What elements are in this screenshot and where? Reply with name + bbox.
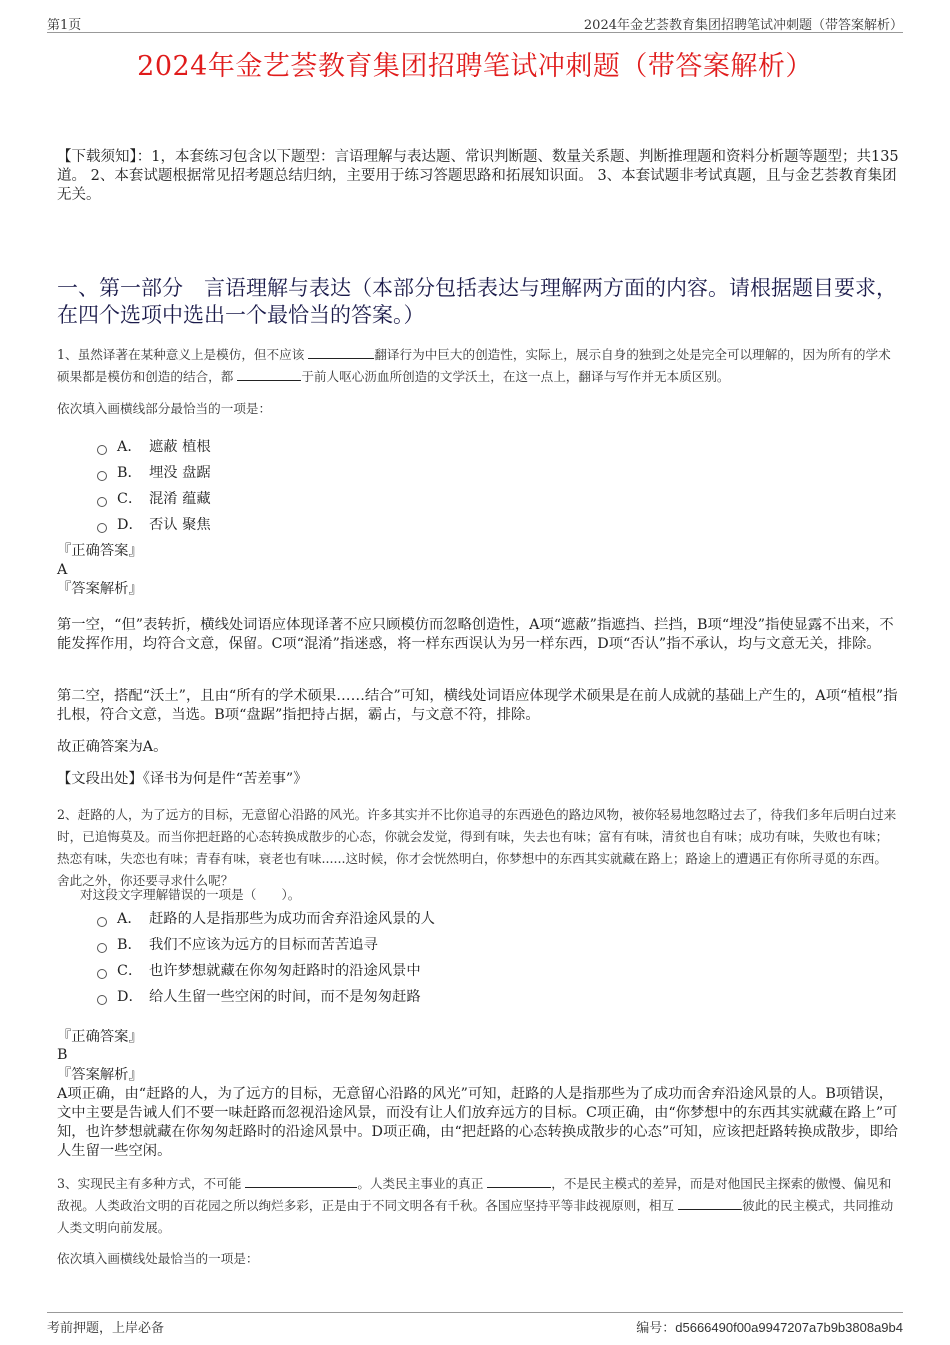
radio-icon[interactable] [97,969,107,979]
option-a[interactable]: A． 遮蔽 植根 [97,434,211,460]
radio-icon[interactable] [97,523,107,533]
question-1-text: 1、虽然译著在某种意义上是模仿，但不应该 翻译行为中巨大的创造性，实际上，展示自身的独到之处是完全可以理解的，因为所有的学术硕果都是模仿和创造的结合，都 于前人呕心沥血所创造的文学沃土，在这一点上，翻译与写作并无本质区别。 [57,347,891,384]
analysis-paragraph: 第一空，“但”表转折，横线处词语应体现译著不应只顾模仿而忽略创造性，A项“遮蔽”指遮挡、拦挡，B项“埋没”指使显露不出来，不能发挥作用，均符合文意，保留。C项“混淆”指迷惑，将一样东西误认为另一样东西，D项“否认”指不承认，均与文意无关，排除。 [57,617,894,652]
answer-value: A [57,562,68,578]
analysis-label: 『答案解析』 [57,581,143,597]
option-c[interactable]: C． 也许梦想就藏在你匆匆赶路时的沿途风景中 [97,958,435,984]
footer-code: 编号：d5666490f00a9947207a7b9b3808a9b4 [636,1320,903,1336]
page-number: 第1页 [47,18,82,33]
radio-icon[interactable] [97,471,107,481]
analysis-conclusion: 故正确答案为A。 [57,739,168,755]
question-3-prompt: 依次填入画横线处最恰当的一项是： [57,1251,259,1266]
radio-icon[interactable] [97,995,107,1005]
question-1-prompt: 依次填入画横线部分最恰当的一项是： [57,401,272,416]
question-3-text: 3、实现民主有多种方式，不可能 。人类民主事业的真正 ，不是民主模式的差异，而是对他国民主探索的傲慢、偏见和敌视。人类政治文明的百花园之所以绚烂多彩，正是由于不同文明各有千秋。各国应坚持平等非歧视原则，相互 彼此的民主模式，共同推动人类文明向前发展。 [57,1176,894,1235]
option-a[interactable]: A． 赶路的人是指那些为成功而舍弃沿途风景的人 [97,906,435,932]
blank [237,367,301,381]
analysis-paragraph: 第二空，搭配“沃土”，且由“所有的学术硕果……结合”可知，横线处词语应体现学术硕果是在前人成就的基础上产生的，A项“植根”指扎根，符合文意，当选。B项“盘踞”指把持占据，霸占，与文意不符，排除。 [57,688,898,723]
blank [245,1174,357,1188]
option-d[interactable]: D． 给人生留一些空闲的时间，而不是匆匆赶路 [97,984,435,1010]
blank [308,345,374,359]
blank [678,1196,742,1210]
blank [487,1174,551,1188]
download-notice: 【下载须知】：1，本套练习包含以下题型：言语理解与表达题、常识判断题、数量关系题、判断推理题和资料分析题等题型；共135道。 2、本套试题根据常见招考题总结归纳，主要用于练习答题思路和拓展知识面。 3、本套试题非考试真题，且与金艺荟教育集团无关。 [57,149,899,203]
radio-icon[interactable] [97,917,107,927]
answer-label: 『正确答案』 [57,543,143,559]
option-b[interactable]: B． 埋没 盘踞 [97,460,211,486]
radio-icon[interactable] [97,445,107,455]
question-2-text: 2、赶路的人，为了远方的目标，无意留心沿路的风光。许多其实并不比你追寻的东西逊色的路边风物，被你轻易地忽略过去了，待我们多年后明白过来时，已追悔莫及。而当你把赶路的心态转换成散步的心态，你就会发觉，得到有味，失去也有味；富有有味，清贫也自有味；成功有味，失败也有味；热恋有味，失恋也有味；青春有味，衰老也有味......这时候，你才会恍然明白，你梦想中的东西其实就藏在路上；路途上的遭遇正有你所寻觅的东西。舍此之外，你还要寻求什么呢？ [57,807,897,888]
document-title: 2024年金艺荟教育集团招聘笔试冲刺题（带答案解析） [137,51,813,82]
radio-icon[interactable] [97,943,107,953]
radio-icon[interactable] [97,497,107,507]
question-1-options [97,434,211,538]
option-c[interactable]: C． 混淆 蕴藏 [97,486,211,512]
header-doc-title: 2024年金艺荟教育集团招聘笔试冲刺题（带答案解析） [583,18,903,33]
analysis-label: 『答案解析』 [57,1067,143,1083]
option-d[interactable]: D． 否认 聚焦 [97,512,211,538]
analysis-paragraph: A项正确，由“赶路的人，为了远方的目标，无意留心沿路的风光”可知，赶路的人是指那些为了成功而舍弃沿途风景的人。B项错误，文中主要是告诫人们不要一味赶路而忽视沿途风景，而没有让人们放弃远方的目标。C项正确，由“你梦想中的东西其实就藏在路上”可知，也许梦想就藏在你匆匆赶路时的沿途风景中。D项正确，由“把赶路的心态转换成散步的心态”可知，应该把赶路转换成散步，即给人生留一些空闲。 [57,1086,898,1159]
page-header [47,12,903,33]
source-citation: 【文段出处】《译书为何是件“苦差事”》 [57,771,308,787]
section-heading: 一、第一部分 言语理解与表达（本部分包括表达与理解两方面的内容。请根据题目要求，在四个选项中选出一个最恰当的答案。） [57,276,897,327]
answer-label: 『正确答案』 [57,1029,143,1045]
question-2-options [97,906,435,1010]
page-footer [47,1312,903,1336]
option-b[interactable]: B． 我们不应该为远方的目标而苦苦追寻 [97,932,435,958]
footer-slogan: 考前押题，上岸必备 [47,1321,165,1336]
question-2-prompt: 对这段文字理解错误的一项是（ ）。 [80,887,301,902]
answer-value: B [57,1047,68,1063]
